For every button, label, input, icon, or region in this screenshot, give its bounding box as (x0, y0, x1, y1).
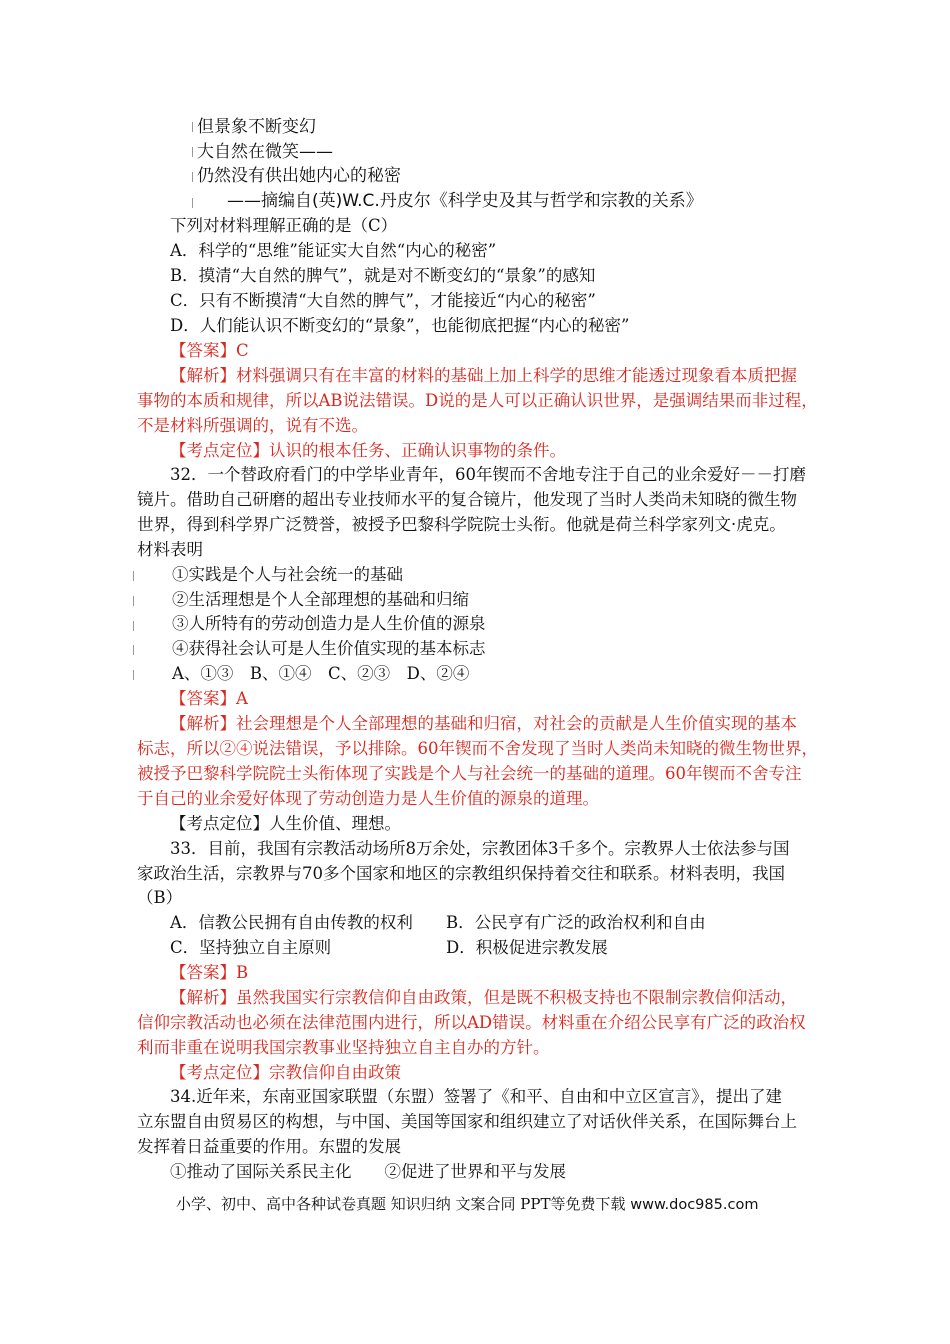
q32-stem-line-2: 镜片。借助自己研磨的超出专业技师水平的复合镜片，他发现了当时人类尚未知晓的微生物 (137, 490, 797, 509)
q31-stem: 下列对材料理解正确的是（C） (170, 216, 398, 235)
paragraph-mark (192, 122, 196, 132)
paragraph-mark (133, 670, 137, 680)
poem-line-3: 仍然没有供出她内心的秘密 (197, 166, 401, 186)
q33-analysis-line-2: 信仰宗教活动也必须在法律范围内进行，所以AD错误。材料重在介绍公民享有广泛的政治权 (137, 1013, 806, 1032)
page-footer (176, 1193, 758, 1214)
q33-option-a: A．信教公民拥有自由传教的权利 (170, 913, 413, 932)
q31-analysis-line-3: 不是材料所强调的，说有不选。 (137, 416, 368, 435)
q34-stem-line-2: 立东盟自由贸易区的构想，与中国、美国等国家和组织建立了对话伙伴关系，在国际舞台上 (137, 1112, 797, 1131)
q33-option-b: B．公民亨有广泛的政治权利和自由 (446, 913, 706, 932)
poem-line-1: 但景象不断变幻 (197, 117, 316, 137)
q34-stem-line-1: 34.近年来，东南亚国家联盟（东盟）签署了《和平、自由和中立区宣言》，提出了建 (170, 1087, 782, 1106)
q31-point: 【考点定位】认识的根本任务、正确认识事物的条件。 (170, 441, 566, 460)
q32-stem-line-1: 32．一个替政府看门的中学毕业青年，60年锲而不舍地专注于自己的业余爱好－－打磨 (170, 465, 806, 484)
q32-stem-line-3: 世界，得到科学界广泛赞誉，被授予巴黎科学院院士头衔。他就是荷兰科学家列文·虎克。 (137, 515, 786, 534)
paragraph-mark (192, 198, 196, 208)
q31-option-a: A．科学的“思维”能证实大自然“内心的秘密” (170, 241, 497, 260)
q32-analysis-line-1: 【解析】社会理想是个人全部理想的基础和归宿，对社会的贡献是人生价值实现的基本 (170, 714, 797, 733)
q33-analysis-line-3: 利而非重在说明我国宗教事业坚持独立自主自办的方针。 (137, 1038, 550, 1057)
q32-item-4: ④获得社会认可是人生价值实现的基本标志 (172, 639, 486, 658)
poem-source: ——摘编自(英)W.C.丹皮尔《科学史及其与哲学和宗教的关系》 (227, 191, 703, 211)
q33-analysis-line-1: 【解析】虽然我国实行宗教信仰自由政策，但是既不积极支持也不限制宗教信仰活动， (170, 988, 797, 1007)
q32-stem-line-4: 材料表明 (137, 540, 203, 559)
q32-item-2: ②生活理想是个人全部理想的基础和归缩 (172, 590, 469, 609)
footer-url[interactable]: www.doc985.com (630, 1197, 759, 1213)
q32-analysis-line-4: 于自己的业余爱好体现了劳动创造力是人生价值的源泉的道理。 (137, 789, 599, 808)
paragraph-mark (133, 571, 137, 581)
q33-option-d: D．积极促进宗教发展 (446, 938, 608, 957)
q33-stem-line-1: 33．目前，我国有宗教活动场所8万余处，宗教团体3千多个。宗教界人士依法参与国 (170, 839, 790, 858)
q32-point: 【考点定位】人生价值、理想。 (170, 814, 401, 833)
q33-point: 【考点定位】宗教信仰自由政策 (170, 1063, 401, 1082)
q32-answer: 【答案】A (170, 689, 248, 708)
q31-option-b: B．摸清“大自然的脾气”，就是对不断变幻的“景象”的感知 (170, 266, 596, 285)
paragraph-mark (133, 596, 137, 606)
paragraph-mark (192, 147, 196, 157)
q33-stem-line-2: 家政治生活，宗教界与70多个国家和地区的宗教组织保持着交往和联系。材料表明，我国 (137, 864, 785, 883)
q34-items: ①推动了国际关系民主化 ②促进了世界和平与发展 (170, 1162, 566, 1181)
paragraph-mark (133, 621, 137, 631)
q32-choices: A、①③ B、①④ C、②③ D、②④ (172, 664, 470, 683)
q34-stem-line-3: 发挥着日益重要的作用。东盟的发展 (137, 1137, 401, 1156)
q31-answer: 【答案】C (170, 341, 249, 360)
q31-option-d: D．人们能认识不断变幻的“景象”，也能彻底把握“内心的秘密” (170, 316, 630, 335)
q33-stem-line-3: （B） (137, 888, 183, 907)
q32-item-3: ③人所特有的劳动创造力是人生价值的源泉 (172, 614, 486, 633)
q32-analysis-line-2: 标志，所以②④说法错误，予以排除。60年锲而不舍发现了当时人类尚未知晓的微生物世界， (137, 739, 818, 758)
q32-item-1: ①实践是个人与社会统一的基础 (172, 565, 403, 584)
q31-analysis-line-1: 【解析】材料强调只有在丰富的材料的基础上加上科学的思维才能透过现象看本质把握 (170, 366, 797, 385)
paragraph-mark (192, 172, 196, 182)
q31-analysis-line-2: 事物的本质和规律，所以AB说法错误。D说的是人可以正确认识世界，是强调结果而非过程， (137, 391, 818, 410)
q33-answer: 【答案】B (170, 963, 249, 982)
footer-text: 小学、初中、高中各种试卷真题 知识归纳 文案合同 PPT等免费下载 (176, 1195, 626, 1213)
q32-analysis-line-3: 被授予巴黎科学院院士头衔体现了实践是个人与社会统一的基础的道理。60年锲而不舍专注 (137, 764, 802, 783)
q31-option-c: C．只有不断摸清“大自然的脾气”，才能接近“内心的秘密” (170, 291, 596, 310)
q33-option-c: C．坚持独立自主原则 (170, 938, 332, 957)
paragraph-mark (133, 645, 137, 655)
poem-line-2: 大自然在微笑—— (197, 142, 333, 162)
